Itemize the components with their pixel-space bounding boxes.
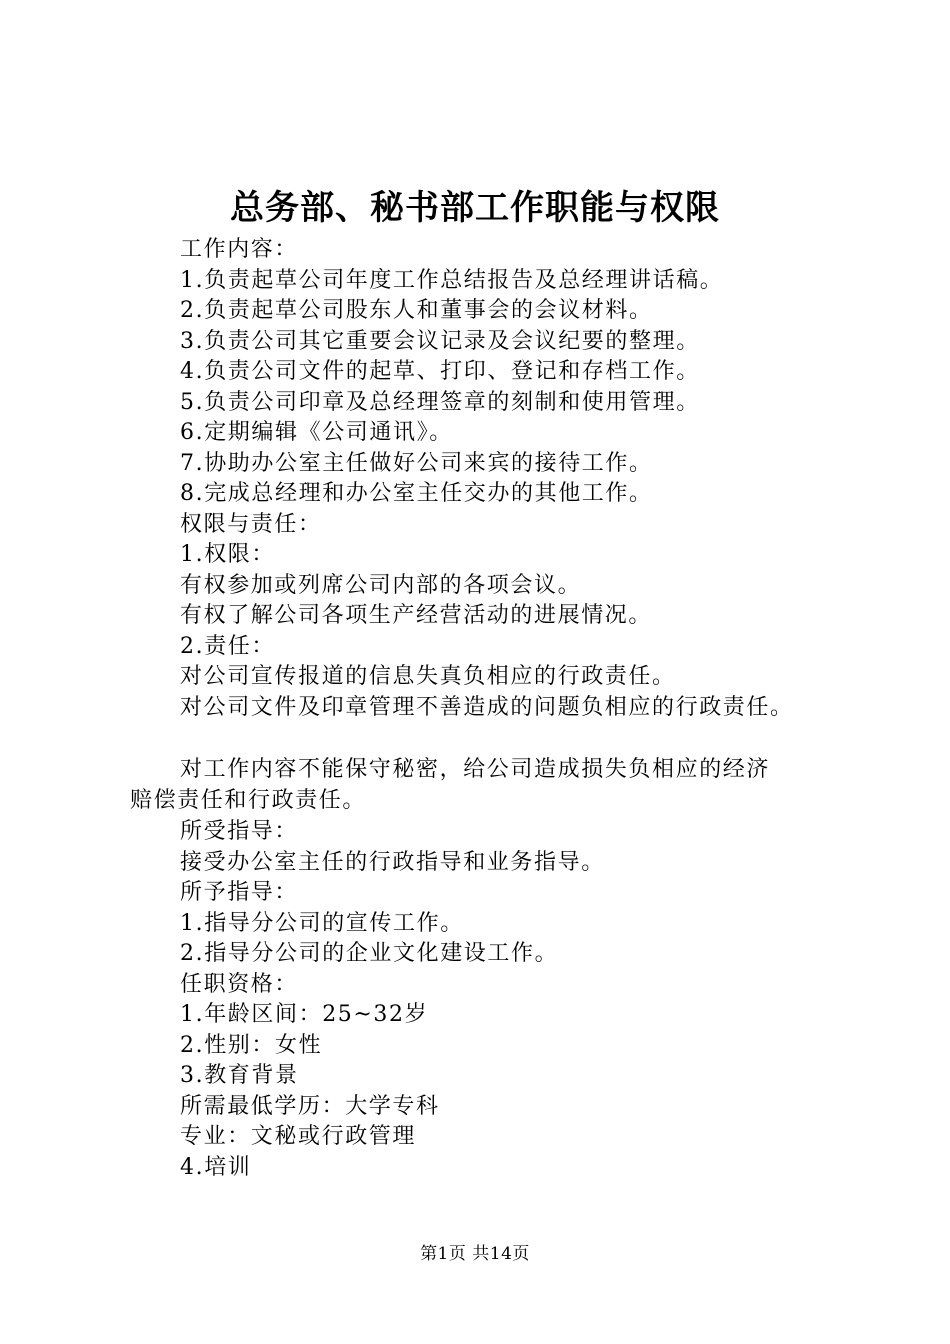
text-line: 1.权限： bbox=[180, 542, 275, 567]
text-line: 权限与责任： bbox=[180, 511, 322, 537]
section-guidance-and-qualifications bbox=[180, 817, 860, 1183]
text-line: 3.教育背景 bbox=[180, 1063, 299, 1088]
page-footer: 第1页 共14页 bbox=[420, 1244, 530, 1264]
text-line: 专业：文秘或行政管理 bbox=[180, 1124, 417, 1149]
text-line: 有权参加或列席公司内部的各项会议。 bbox=[180, 572, 582, 598]
text-line: 7.协助办公室主任做好公司来宾的接待工作。 bbox=[180, 450, 653, 476]
section-duties-and-authority bbox=[180, 235, 860, 723]
text-line: 接受办公室主任的行政指导和业务指导。 bbox=[180, 849, 605, 875]
text-line: 2.性别：女性 bbox=[180, 1032, 323, 1058]
paragraph-line: 赔偿责任和行政责任。 bbox=[130, 787, 367, 813]
text-line: 6.定期编辑《公司通讯》。 bbox=[180, 420, 453, 445]
text-line: 4.培训 bbox=[180, 1154, 252, 1180]
confidentiality-paragraph bbox=[130, 755, 850, 816]
text-line: 5.负责公司印章及总经理签章的刻制和使用管理。 bbox=[180, 389, 700, 415]
paragraph-line: 对工作内容不能保守秘密，给公司造成损失负相应的经济 bbox=[180, 757, 771, 782]
text-line: 对公司文件及印章管理不善造成的问题负相应的行政责任。 bbox=[180, 694, 794, 720]
text-line: 对公司宣传报道的信息失真负相应的行政责任。 bbox=[180, 664, 676, 689]
text-line: 任职资格： bbox=[180, 971, 299, 997]
text-line: 1.负责起草公司年度工作总结报告及总经理讲话稿。 bbox=[180, 267, 724, 293]
text-line: 有权了解公司各项生产经营活动的进展情况。 bbox=[180, 603, 653, 628]
text-line: 所予指导： bbox=[180, 880, 299, 905]
document-title: 总务部、秘书部工作职能与权限 bbox=[230, 188, 720, 228]
text-line: 工作内容： bbox=[180, 237, 299, 262]
text-line: 所需最低学历：大学专科 bbox=[180, 1093, 440, 1119]
text-line: 4.负责公司文件的起草、打印、登记和存档工作。 bbox=[180, 359, 700, 384]
text-line: 2.负责起草公司股东人和董事会的会议材料。 bbox=[180, 298, 653, 323]
text-line: 2.责任： bbox=[180, 633, 275, 659]
text-line: 1.指导分公司的宣传工作。 bbox=[180, 910, 464, 936]
text-line: 2.指导分公司的企业文化建设工作。 bbox=[180, 941, 559, 966]
text-line: 8.完成总经理和办公室主任交办的其他工作。 bbox=[180, 481, 653, 506]
text-line: 所受指导： bbox=[180, 819, 299, 844]
text-line: 3.负责公司其它重要会议记录及会议纪要的整理。 bbox=[180, 328, 700, 354]
text-line: 1.年龄区间：25~32岁 bbox=[180, 1002, 429, 1027]
